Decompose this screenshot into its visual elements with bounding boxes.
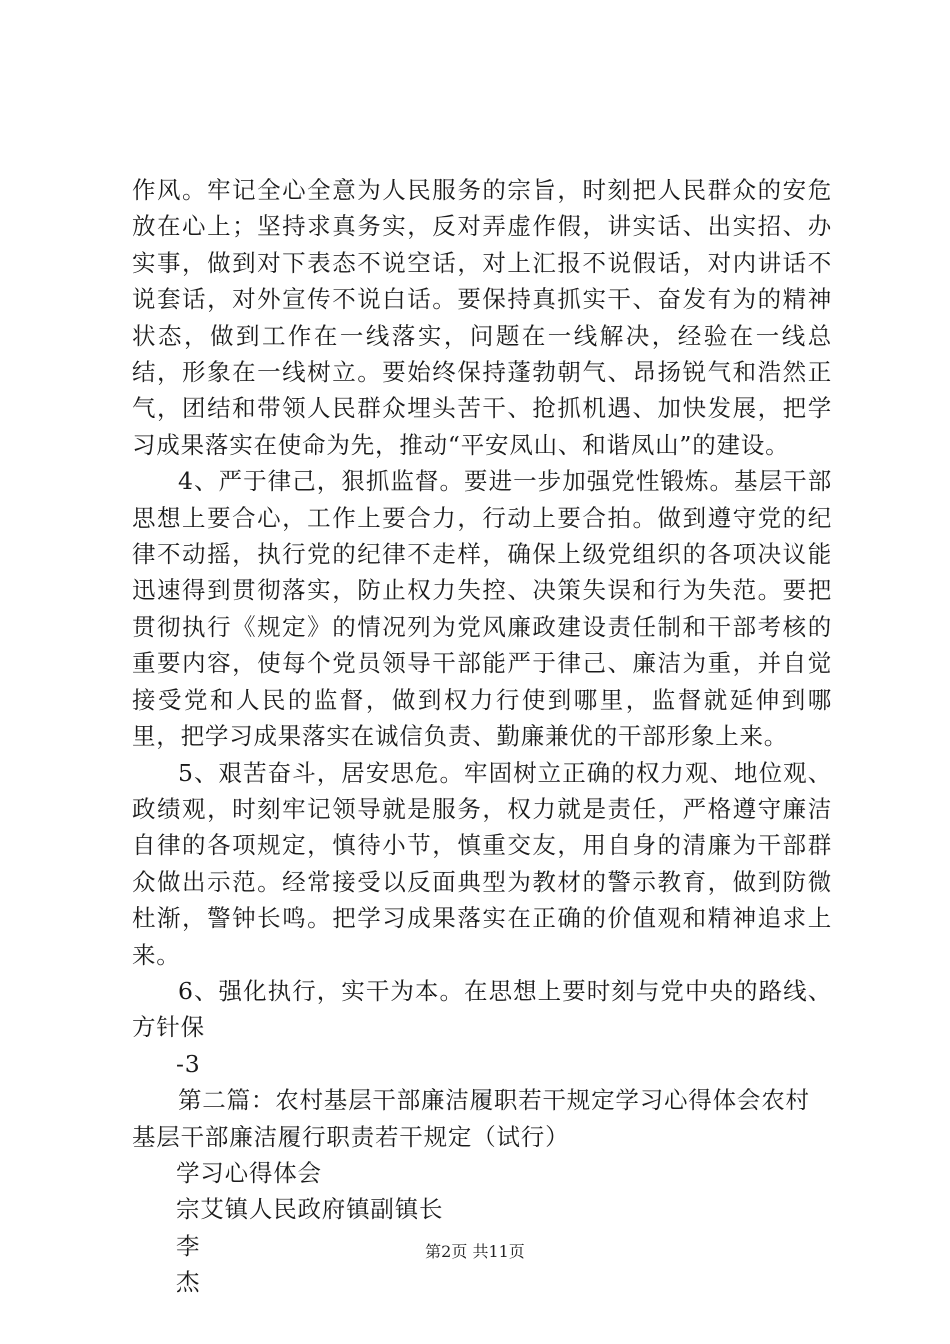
paragraph-point-6: 6、强化执行，实干为本。在思想上要时刻与党中央的路线、方针保 [132,976,832,1042]
author-position: 宗艾镇人民政府镇副镇长 [176,1195,444,1224]
document-body [132,172,832,1301]
paragraph-point-5: 5、艰苦奋斗，居安思危。牢固树立正确的权力观、地位观、政绩观，时刻牢记领导就是服务，权力就是责任，严格遵守廉洁自律的各项规定，慎待小节，慎重交友，用自身的清廉为干部群众做出示范。经常接受以反面典型为教材的警示教育，做到防微杜渐，警钟长鸣。把学习成果落实在正确的价值观和精神追求上来。 [132,758,832,969]
page-footer: 第2页 共11页 [425,1242,525,1261]
author-name-second: 杰 [176,1268,201,1297]
paragraph-work-style: 作风。牢记全心全意为人民服务的宗旨，时刻把人民群众的安危放在心上；坚持求真务实，反对弄虚作假，讲实话、出实招、办实事，做到对下表态不说空话，对上汇报不说假话，对内讲话不说套话，对外宣传不说白话。要保持真抓实干、奋发有为的精神状态，做到工作在一线落实，问题在一线解决，经验在一线总结，形象在一线树立。要始终保持蓬勃朝气、昂扬锐气和浩然正气，团结和带领人民群众埋头苦干、抢抓机遇、加快发展，把学习成果落实在使命为先，推动“平安凤山、和谐凤山”的建设。 [132,176,832,459]
second-article-title: 第二篇：农村基层干部廉洁履职若干规定学习心得体会农村基层干部廉洁履行职责若干规定（试行） [132,1086,810,1151]
second-article-subtitle: 学习心得体会 [176,1158,322,1187]
paragraph-point-4: 4、严于律己，狠抓监督。要进一步加强党性锻炼。基层干部思想上要合心，工作上要合力，行动上要合拍。做到遵守党的纪律不动摇，执行党的纪律不走样，确保上级党组织的各项决议能迅速得到贯彻落实，防止权力失控、决策失误和行为失范。要把贯彻执行《规定》的情况列为党风廉政建设责任制和干部考核的重要内容，使每个党员领导干部能严于律己、廉洁为重，并自觉接受党和人民的监督，做到权力行使到哪里，监督就延伸到哪里，把学习成果落实在诚信负责、勤廉兼优的干部形象上来。 [132,467,832,751]
page-marker: -3 [176,1049,201,1078]
author-name-first: 李 [176,1231,201,1260]
